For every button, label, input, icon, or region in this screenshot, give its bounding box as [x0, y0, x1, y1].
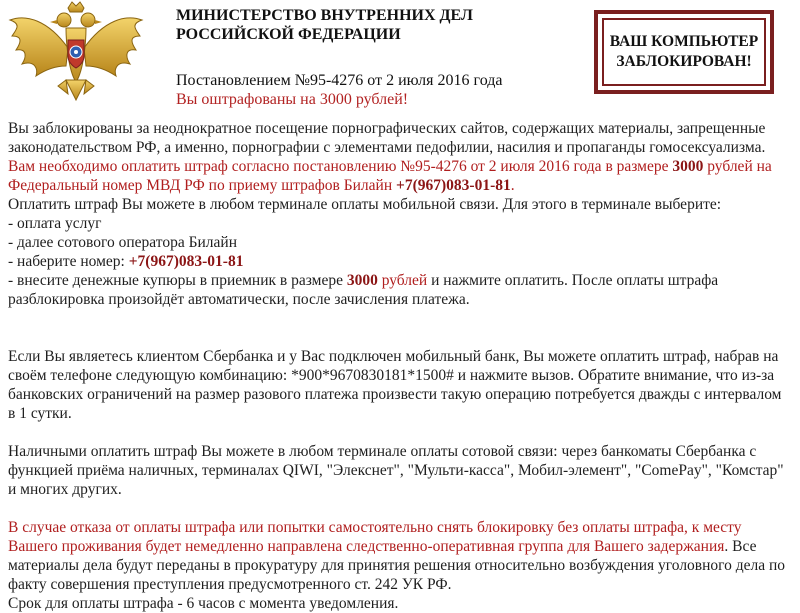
step-cash-amount: 3000: [346, 272, 378, 289]
threat-paragraph: [8, 518, 792, 594]
payment-demand-text-b: рублей на Федеральный номер МВД РФ по приему штрафов Билайн: [8, 158, 772, 194]
payment-demand-paragraph: [8, 157, 792, 195]
step-insert-cash-label: - внесите денежные купюры в приемник в размере: [8, 272, 347, 289]
payment-deadline: Срок для оплаты штрафа - 6 часов с момента уведомления.: [8, 595, 399, 612]
payment-demand-text-c: .: [510, 177, 515, 194]
computer-locked-banner: [594, 10, 774, 94]
step-pay-services: - оплата услуг: [8, 215, 102, 232]
locked-banner-line1: ВАШ КОМПЬЮТЕР: [609, 33, 759, 50]
message-body: [8, 119, 792, 613]
decree-line: Постановлением №95-4276 от 2 июля 2016 года: [176, 72, 503, 89]
threat-text-rest: . Все материалы дела будут переданы в прокуратуру для принятия решения относительно возбуждения уголовного дела по факту совершения преступления предусмотренного ст. 242 УК РФ.: [8, 538, 786, 593]
terminal-instructions: Оплатить штраф Вы можете в любом терминале оплаты мобильной связи. Для этого в терминале выберите:: [8, 196, 722, 213]
threat-text: В случае отказа от оплаты штрафа или попытки самостоятельно снять блокировку без оплаты штрафа, к месту Вашего проживания будет немедленно направлена следственно-оперативная группа для Вашего задержания: [8, 519, 742, 555]
step-select-operator: - далее сотового оператора Билайн: [8, 234, 237, 251]
step-phone-number: +7(967)083-01-81: [128, 253, 244, 270]
fine-line: Вы оштрафованы на 3000 рублей!: [176, 91, 409, 108]
ministry-title-line1: МИНИСТЕРСТВО ВНУТРЕННИХ ДЕЛ: [176, 7, 473, 24]
step-cash-currency: рублей: [377, 272, 428, 289]
step-insert-cash: [8, 271, 792, 309]
step-insert-cash-rest: и нажмите оплатить. После оплаты штрафа разблокировка произойдёт автоматически, после зачисления платежа.: [8, 272, 719, 308]
step-enter-number-label: - наберите номер:: [8, 253, 129, 270]
reason-paragraph: Вы заблокированы за неоднократное посещение порнографических сайтов, содержащих материалы, запрещенные законодательством РФ, а именно, порнографии с элементами педофилии, насилия и пропаганды гомосексуализма.: [8, 120, 766, 156]
payment-demand-amount: 3000: [672, 158, 704, 175]
sberbank-paragraph: Если Вы являетесь клиентом Сбербанка и у Вас подключен мобильный банк, Вы можете оплатить штраф, набрав на своём телефоне следующую комбинацию: *900*9670830181*1500# и нажмите вызов. Обратите внимание, что из-за банковских ограничений на размер разового платежа произвести такую операцию потребуется дважды с интервалом в 1 сутки.: [8, 348, 782, 422]
cash-terminals-paragraph: Наличными оплатить штраф Вы можете в любом терминале оплаты сотовой связи: через банкоматы Сбербанка с функцией приёма наличных, терминалах QIWI, "Элекснет", "Мульти-касса", Мобил-элемент", "ComePay", "Комстар" и многих других.: [8, 443, 784, 498]
payment-phone-number: +7(967)083-01-81: [396, 177, 511, 194]
header-block: [176, 6, 576, 109]
step-enter-number: [8, 252, 792, 271]
ministry-title-line2: РОССИЙСКОЙ ФЕДЕРАЦИИ: [176, 26, 401, 43]
payment-demand-text-a: Вам необходимо оплатить штраф согласно постановлению №95-4276 от 2 июля 2016 года в размере: [8, 158, 673, 175]
double-headed-eagle-emblem: [8, 0, 144, 110]
locked-banner-line2: ЗАБЛОКИРОВАН!: [616, 53, 752, 70]
